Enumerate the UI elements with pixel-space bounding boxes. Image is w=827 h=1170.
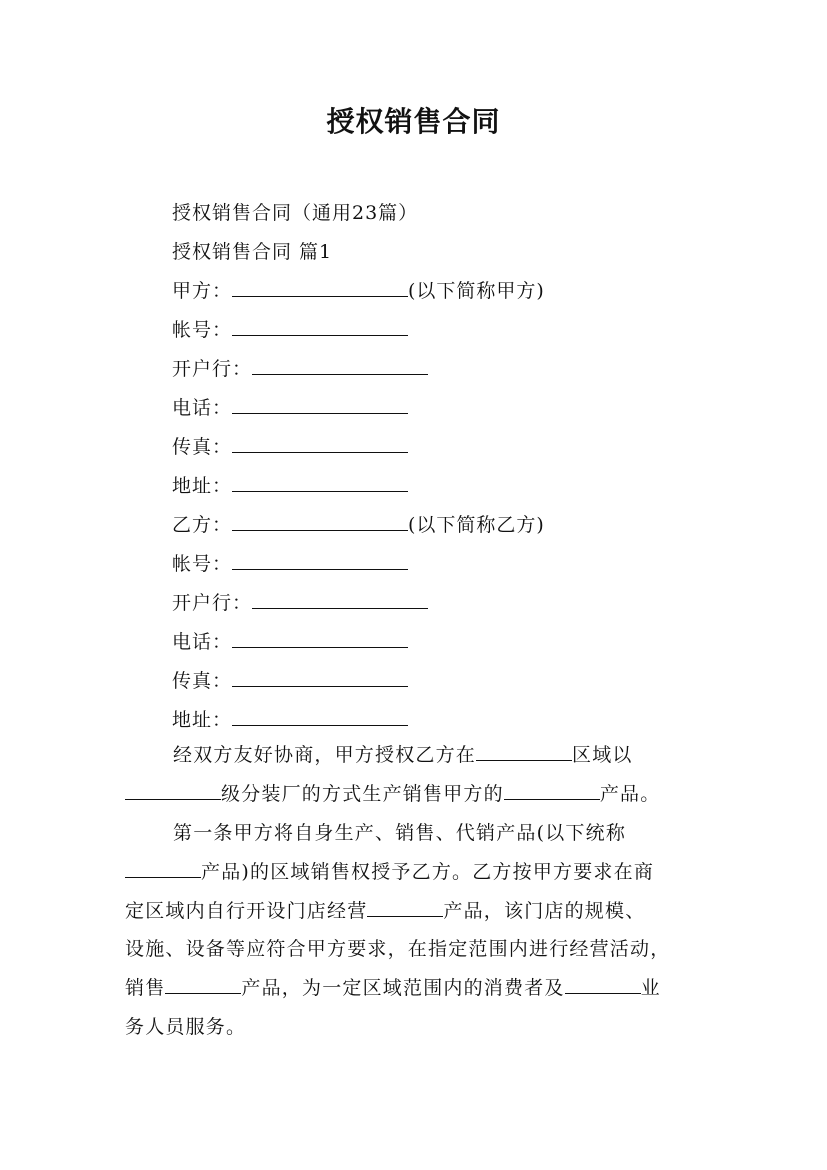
party-b-fax-label: 传真： xyxy=(172,670,233,692)
party-a-account-blank xyxy=(232,318,408,336)
region-blank xyxy=(476,743,572,761)
product-blank xyxy=(165,976,241,994)
text-run: 区域以 xyxy=(572,744,633,766)
party-b-bank-blank xyxy=(252,591,428,609)
text-run: 经双方友好协商，甲方授权乙方在 xyxy=(173,744,477,766)
party-a-label: 甲方： xyxy=(172,280,233,302)
paragraph-line xyxy=(125,736,710,775)
paragraph-authorization xyxy=(125,736,710,814)
party-b-blank xyxy=(232,513,408,531)
paragraph-article-1 xyxy=(125,814,710,1047)
party-b-bank-line xyxy=(172,588,428,615)
party-a-fax-blank xyxy=(232,435,408,453)
party-b-phone-label: 电话： xyxy=(172,631,233,653)
text-run: 产品。 xyxy=(599,782,661,805)
product-blank xyxy=(504,782,600,800)
level-blank xyxy=(125,782,221,800)
party-b-label: 乙方： xyxy=(172,514,233,536)
party-b-address-blank xyxy=(232,708,408,726)
party-a-bank-line xyxy=(172,354,428,381)
party-b-bank-label: 开户行： xyxy=(172,592,253,614)
paragraph-line xyxy=(125,775,710,814)
party-a-address-line xyxy=(172,471,408,498)
paragraph-line xyxy=(125,814,710,853)
party-b-address-label: 地址： xyxy=(172,709,233,731)
paragraph-line xyxy=(125,969,710,1008)
text-run: 销售 xyxy=(125,977,166,1000)
text-run: 产品，为一定区域范围内的消费者及 xyxy=(241,977,565,1000)
text-run: 务人员服务。 xyxy=(125,1015,247,1038)
party-a-suffix: (以下简称甲方) xyxy=(408,280,545,302)
text-run: 产品)的区域销售权授予乙方。乙方按甲方要求在商 xyxy=(201,860,655,883)
party-b-account-line xyxy=(172,549,408,576)
document-title: 授权销售合同 xyxy=(326,105,501,138)
paragraph-line xyxy=(125,853,710,892)
party-a-phone-label: 电话： xyxy=(172,397,233,419)
party-a-address-blank xyxy=(232,474,408,492)
text-run: 第一条甲方将自身生产、销售、代销产品(以下统称 xyxy=(173,822,627,844)
party-b-phone-line xyxy=(172,627,408,654)
party-a-account-line xyxy=(172,315,408,342)
party-a-account-label: 帐号： xyxy=(172,319,233,341)
party-a-bank-blank xyxy=(252,357,428,375)
party-a-line xyxy=(172,276,545,303)
text-run: 业 xyxy=(640,977,661,1000)
party-b-fax-line xyxy=(172,666,408,693)
section-heading: 授权销售合同 篇1 xyxy=(172,241,333,263)
product-blank xyxy=(125,860,201,878)
paragraph-line xyxy=(125,930,710,969)
party-a-fax-line xyxy=(172,432,408,459)
party-a-bank-label: 开户行： xyxy=(172,358,253,380)
party-b-address-line xyxy=(172,705,408,732)
product-blank xyxy=(367,899,443,917)
party-b-phone-blank xyxy=(232,630,408,648)
party-b-fax-blank xyxy=(232,669,408,687)
text-run: 级分装厂的方式生产销售甲方的 xyxy=(221,782,504,805)
paragraph-line xyxy=(125,892,710,931)
text-run: 产品，该门店的规模、 xyxy=(443,899,646,922)
paragraph-line xyxy=(125,1008,710,1047)
party-a-blank xyxy=(232,279,408,297)
party-a-address-label: 地址： xyxy=(172,475,233,497)
party-b-account-label: 帐号： xyxy=(172,553,233,575)
party-b-account-blank xyxy=(232,552,408,570)
text-run: 定区域内自行开设门店经营 xyxy=(125,899,368,922)
party-a-phone-blank xyxy=(232,396,408,414)
text-run: 设施、设备等应符合甲方要求，在指定范围内进行经营活动， xyxy=(125,938,671,961)
document-subtitle: 授权销售合同（通用23篇） xyxy=(172,202,419,224)
party-b-suffix: (以下简称乙方) xyxy=(408,514,545,536)
party-a-phone-line xyxy=(172,393,408,420)
party-a-fax-label: 传真： xyxy=(172,436,233,458)
business-blank xyxy=(565,976,641,994)
party-b-line xyxy=(172,510,545,537)
